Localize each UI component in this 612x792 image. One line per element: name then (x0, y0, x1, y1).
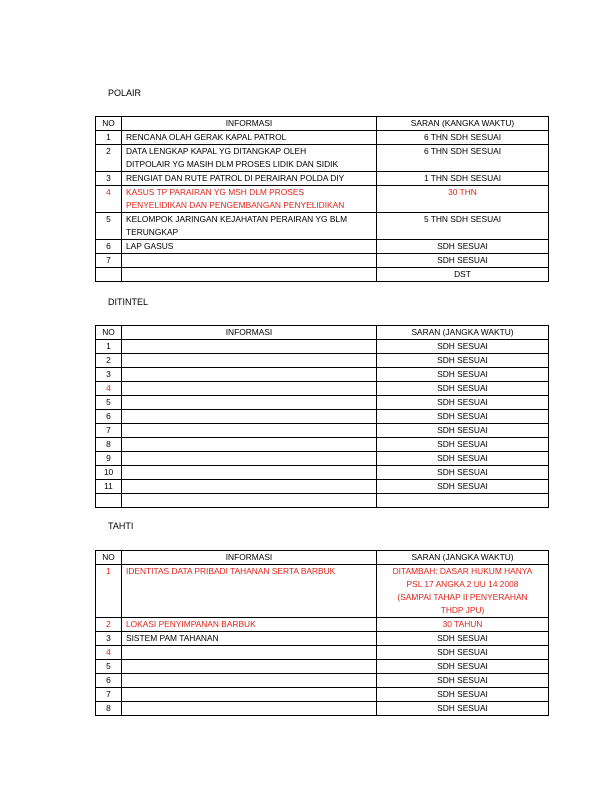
saran-line: SDH SESUAI (437, 647, 488, 657)
row-saran (377, 172, 549, 186)
row-no: 2 (96, 618, 122, 632)
table-row (96, 688, 549, 702)
row-no: 8 (96, 702, 122, 716)
row-informasi (122, 660, 377, 674)
row-informasi (122, 632, 377, 646)
saran-line: SDH SESUAI (437, 439, 488, 449)
saran-line: 1 THN SDH SESUAI (423, 173, 502, 183)
section-title-ditintel: DITINTEL (108, 297, 149, 307)
row-no: 5 (96, 213, 122, 240)
saran-line: SDH SESUAI (437, 397, 488, 407)
table-row (96, 438, 549, 452)
row-saran (377, 466, 549, 480)
row-saran (377, 424, 549, 438)
row-no: 4 (96, 186, 122, 213)
saran-line: SDH SESUAI (437, 689, 488, 699)
header-informasi: INFORMASI (122, 326, 377, 340)
table-row (96, 674, 549, 688)
informasi-line: TERUNGKAP (126, 227, 179, 237)
table-row (96, 254, 549, 268)
table-row (96, 466, 549, 480)
row-informasi (122, 646, 377, 660)
row-informasi (122, 466, 377, 480)
row-informasi (122, 268, 377, 282)
saran-line: PSL 17 ANGKA 2 UU 14 2008 (406, 579, 519, 589)
table-row (96, 368, 549, 382)
saran-line: SDH SESUAI (437, 411, 488, 421)
saran-line: SDH SESUAI (437, 633, 488, 643)
table-row (96, 424, 549, 438)
saran-line: 30 TAHUN (442, 619, 483, 629)
table-row (96, 480, 549, 494)
table-row (96, 145, 549, 172)
saran-line: SDH SESUAI (437, 341, 488, 351)
informasi-line: RENGIAT DAN RUTE PATROL DI PERAIRAN POLDA DIY (126, 173, 345, 183)
row-saran (377, 452, 549, 466)
saran-line: SDH SESUAI (437, 425, 488, 435)
row-no: 10 (96, 466, 122, 480)
header-saran: SARAN (KANGKA WAKTU) (377, 117, 549, 131)
row-saran (377, 410, 549, 424)
row-saran (377, 354, 549, 368)
row-no: 2 (96, 354, 122, 368)
table-row (96, 632, 549, 646)
row-saran (377, 340, 549, 354)
header-saran: SARAN (JANGKA WAKTU) (377, 326, 549, 340)
saran-line: SDH SESUAI (437, 703, 488, 713)
header-no: NO (96, 326, 122, 340)
table-row (96, 660, 549, 674)
row-no: 6 (96, 240, 122, 254)
row-informasi (122, 674, 377, 688)
header-informasi: INFORMASI (122, 551, 377, 565)
row-no: 5 (96, 660, 122, 674)
saran-line: (SAMPAI TAHAP II PENYERAHAN (397, 592, 528, 602)
row-informasi (122, 186, 377, 213)
header-no: NO (96, 117, 122, 131)
header-informasi: INFORMASI (122, 117, 377, 131)
table-row (96, 702, 549, 716)
saran-line: SDH SESUAI (437, 355, 488, 365)
row-saran (377, 480, 549, 494)
saran-line: SDH SESUAI (437, 661, 488, 671)
saran-line: 6 THN SDH SESUAI (423, 146, 502, 156)
table-row (96, 565, 549, 618)
row-informasi (122, 565, 377, 618)
row-informasi (122, 480, 377, 494)
table-row (96, 452, 549, 466)
table-row (96, 396, 549, 410)
row-informasi (122, 396, 377, 410)
row-saran (377, 213, 549, 240)
section-title-polair: POLAIR (108, 88, 142, 98)
row-informasi (122, 494, 377, 508)
row-informasi (122, 452, 377, 466)
table-ditintel (95, 325, 549, 508)
row-no: 5 (96, 396, 122, 410)
row-no: 6 (96, 410, 122, 424)
informasi-line: RENCANA OLAH GERAK KAPAL PATROL (126, 132, 287, 142)
table-row (96, 240, 549, 254)
row-saran (377, 646, 549, 660)
section-title-tahti: TAHTI (108, 521, 134, 531)
saran-line: SDH SESUAI (437, 369, 488, 379)
saran-line: 6 THN SDH SESUAI (423, 132, 502, 142)
row-informasi (122, 213, 377, 240)
row-no (96, 268, 122, 282)
header-no: NO (96, 551, 122, 565)
saran-line: DST (454, 269, 471, 279)
row-saran (377, 254, 549, 268)
row-informasi (122, 410, 377, 424)
row-saran (377, 632, 549, 646)
table-row (96, 340, 549, 354)
row-no: 7 (96, 688, 122, 702)
row-informasi (122, 438, 377, 452)
row-informasi (122, 688, 377, 702)
row-saran (377, 396, 549, 410)
informasi-line: SISTEM PAM TAHANAN (126, 633, 219, 643)
saran-line: SDH SESUAI (437, 675, 488, 685)
row-no: 4 (96, 646, 122, 660)
row-saran (377, 494, 549, 508)
row-informasi (122, 424, 377, 438)
row-saran (377, 382, 549, 396)
saran-line: DITAMBAH: DASAR HUKUM HANYA (392, 566, 533, 576)
row-no: 1 (96, 565, 122, 618)
row-no: 3 (96, 632, 122, 646)
table-header-row (96, 117, 549, 131)
saran-line: SDH SESUAI (437, 255, 488, 265)
row-informasi (122, 618, 377, 632)
row-informasi (122, 240, 377, 254)
row-saran (377, 131, 549, 145)
informasi-line: KELOMPOK JARINGAN KEJAHATAN PERAIRAN YG BLM (126, 214, 348, 224)
row-saran (377, 674, 549, 688)
row-saran (377, 688, 549, 702)
row-saran (377, 702, 549, 716)
row-informasi (122, 145, 377, 172)
row-informasi (122, 702, 377, 716)
saran-line: 5 THN SDH SESUAI (423, 214, 502, 224)
saran-line: SDH SESUAI (437, 467, 488, 477)
table-row (96, 354, 549, 368)
row-no: 7 (96, 254, 122, 268)
table-row (96, 618, 549, 632)
saran-line: SDH SESUAI (437, 383, 488, 393)
table-header-row (96, 551, 549, 565)
saran-line: SDH SESUAI (437, 241, 488, 251)
row-informasi (122, 254, 377, 268)
row-no: 3 (96, 172, 122, 186)
informasi-line: DITPOLAIR YG MASIH DLM PROSES LIDIK DAN SIDIK (126, 159, 339, 169)
table-row (96, 268, 549, 282)
row-no: 7 (96, 424, 122, 438)
row-no: 1 (96, 131, 122, 145)
header-saran: SARAN (JANGKA WAKTU) (377, 551, 549, 565)
row-no: 8 (96, 438, 122, 452)
table-row (96, 646, 549, 660)
row-saran (377, 145, 549, 172)
informasi-line: LAP GASUS (126, 241, 174, 251)
table-tahti (95, 550, 549, 716)
saran-line: 30 THN (448, 187, 477, 197)
row-no (96, 494, 122, 508)
row-informasi (122, 354, 377, 368)
row-saran (377, 186, 549, 213)
row-informasi (122, 382, 377, 396)
row-saran (377, 240, 549, 254)
row-no: 11 (96, 480, 122, 494)
table-row (96, 382, 549, 396)
row-informasi (122, 340, 377, 354)
row-no: 9 (96, 452, 122, 466)
row-informasi (122, 131, 377, 145)
row-saran (377, 565, 549, 618)
row-no: 2 (96, 145, 122, 172)
table-row (96, 213, 549, 240)
row-no: 6 (96, 674, 122, 688)
row-saran (377, 368, 549, 382)
saran-line: SDH SESUAI (437, 453, 488, 463)
table-row (96, 410, 549, 424)
saran-line: THDP JPU) (440, 605, 485, 615)
row-saran (377, 618, 549, 632)
informasi-line: IDENTITAS DATA PRIBADI TAHANAN SERTA BARBUK (126, 566, 336, 576)
row-informasi (122, 172, 377, 186)
saran-line: SDH SESUAI (437, 481, 488, 491)
table-row (96, 172, 549, 186)
table-polair (95, 116, 549, 282)
row-no: 1 (96, 340, 122, 354)
informasi-line: LOKASI PENYIMPANAN BARBUK (126, 619, 256, 629)
table-header-row (96, 326, 549, 340)
informasi-line: PENYELIDIKAN DAN PENGEMBANGAN PENYELIDIKAN (126, 200, 345, 210)
table-row (96, 186, 549, 213)
row-informasi (122, 368, 377, 382)
row-saran (377, 438, 549, 452)
informasi-line: DATA LENGKAP KAPAL YG DITANGKAP OLEH (126, 146, 307, 156)
row-no: 4 (96, 382, 122, 396)
row-no: 3 (96, 368, 122, 382)
row-saran (377, 268, 549, 282)
table-row (96, 494, 549, 508)
table-row (96, 131, 549, 145)
row-saran (377, 660, 549, 674)
informasi-line: KASUS TP PARAIRAN YG MSH DLM PROSES (126, 187, 305, 197)
